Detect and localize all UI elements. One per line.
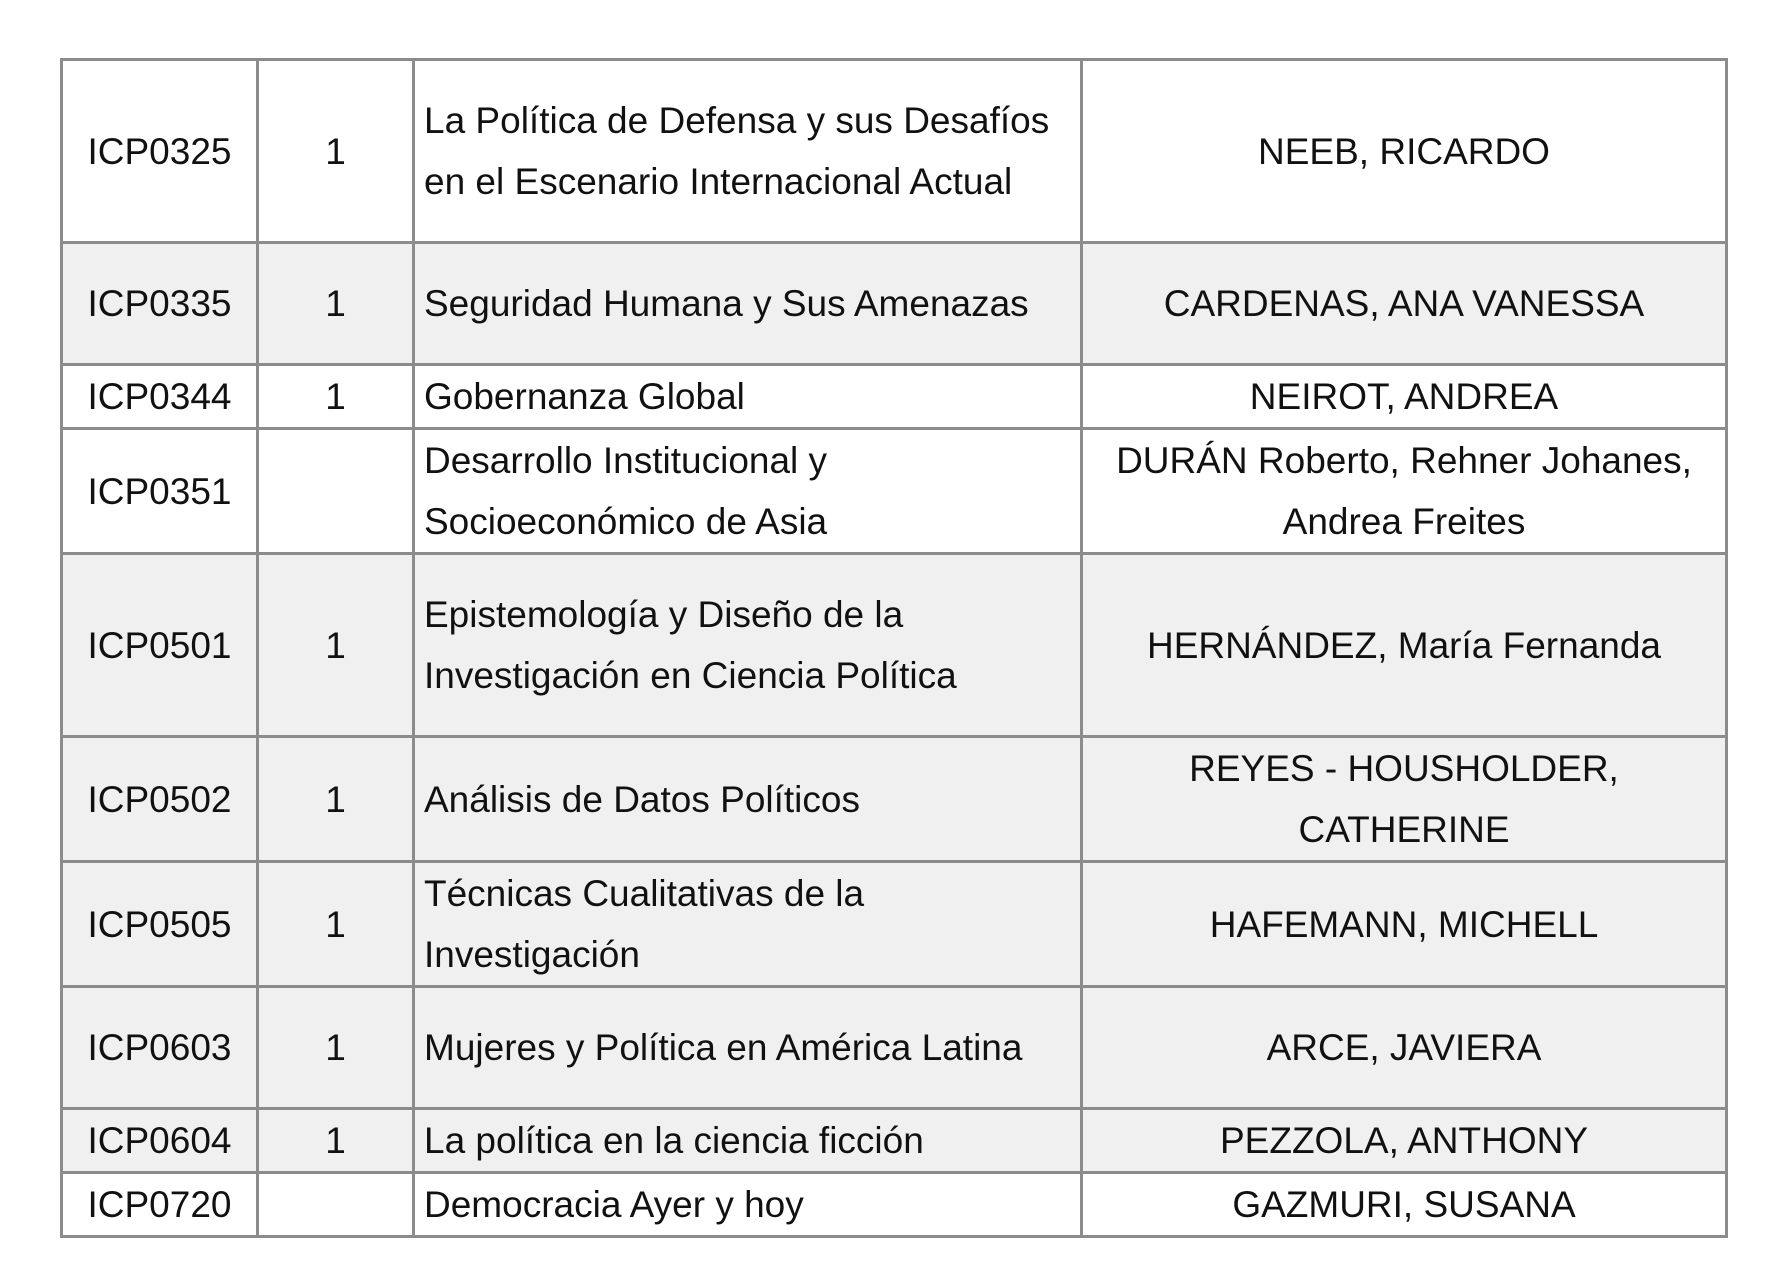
course-name: La política en la ciencia ficción bbox=[414, 1109, 1082, 1173]
course-code: ICP0325 bbox=[62, 60, 258, 243]
course-section: 1 bbox=[258, 554, 414, 737]
course-code: ICP0501 bbox=[62, 554, 258, 737]
course-name: Desarrollo Institucional y Socioeconómico de Asia bbox=[414, 429, 1082, 554]
course-code: ICP0335 bbox=[62, 243, 258, 365]
table-row bbox=[62, 987, 1727, 1109]
course-section bbox=[258, 429, 414, 554]
table-row bbox=[62, 737, 1727, 862]
table-row bbox=[62, 365, 1727, 429]
course-code: ICP0720 bbox=[62, 1173, 258, 1237]
table-row bbox=[62, 429, 1727, 554]
course-table bbox=[60, 58, 1728, 1238]
course-section: 1 bbox=[258, 365, 414, 429]
course-name: Seguridad Humana y Sus Amenazas bbox=[414, 243, 1082, 365]
course-code: ICP0502 bbox=[62, 737, 258, 862]
course-professor: CARDENAS, ANA VANESSA bbox=[1082, 243, 1727, 365]
course-professor: DURÁN Roberto, Rehner Johanes, Andrea Freites bbox=[1082, 429, 1727, 554]
course-name: Análisis de Datos Políticos bbox=[414, 737, 1082, 862]
course-code: ICP0505 bbox=[62, 862, 258, 987]
course-professor: NEIROT, ANDREA bbox=[1082, 365, 1727, 429]
table-row bbox=[62, 1109, 1727, 1173]
table-row bbox=[62, 1173, 1727, 1237]
course-name: Epistemología y Diseño de la Investigación en Ciencia Política bbox=[414, 554, 1082, 737]
course-section: 1 bbox=[258, 1109, 414, 1173]
course-professor: GAZMURI, SUSANA bbox=[1082, 1173, 1727, 1237]
course-section: 1 bbox=[258, 987, 414, 1109]
course-name: Técnicas Cualitativas de la Investigación bbox=[414, 862, 1082, 987]
course-code: ICP0344 bbox=[62, 365, 258, 429]
course-section: 1 bbox=[258, 243, 414, 365]
course-name: Mujeres y Política en América Latina bbox=[414, 987, 1082, 1109]
course-professor: PEZZOLA, ANTHONY bbox=[1082, 1109, 1727, 1173]
course-code: ICP0603 bbox=[62, 987, 258, 1109]
course-code: ICP0351 bbox=[62, 429, 258, 554]
table-row bbox=[62, 243, 1727, 365]
course-name: La Política de Defensa y sus Desafíos en el Escenario Internacional Actual bbox=[414, 60, 1082, 243]
course-professor: HERNÁNDEZ, María Fernanda bbox=[1082, 554, 1727, 737]
course-professor: REYES - HOUSHOLDER, CATHERINE bbox=[1082, 737, 1727, 862]
course-section: 1 bbox=[258, 737, 414, 862]
course-name: Democracia Ayer y hoy bbox=[414, 1173, 1082, 1237]
course-section: 1 bbox=[258, 60, 414, 243]
table-row bbox=[62, 862, 1727, 987]
table-row bbox=[62, 60, 1727, 243]
course-code: ICP0604 bbox=[62, 1109, 258, 1173]
course-professor: HAFEMANN, MICHELL bbox=[1082, 862, 1727, 987]
course-section bbox=[258, 1173, 414, 1237]
course-professor: NEEB, RICARDO bbox=[1082, 60, 1727, 243]
table-row bbox=[62, 554, 1727, 737]
course-name: Gobernanza Global bbox=[414, 365, 1082, 429]
course-section: 1 bbox=[258, 862, 414, 987]
course-professor: ARCE, JAVIERA bbox=[1082, 987, 1727, 1109]
